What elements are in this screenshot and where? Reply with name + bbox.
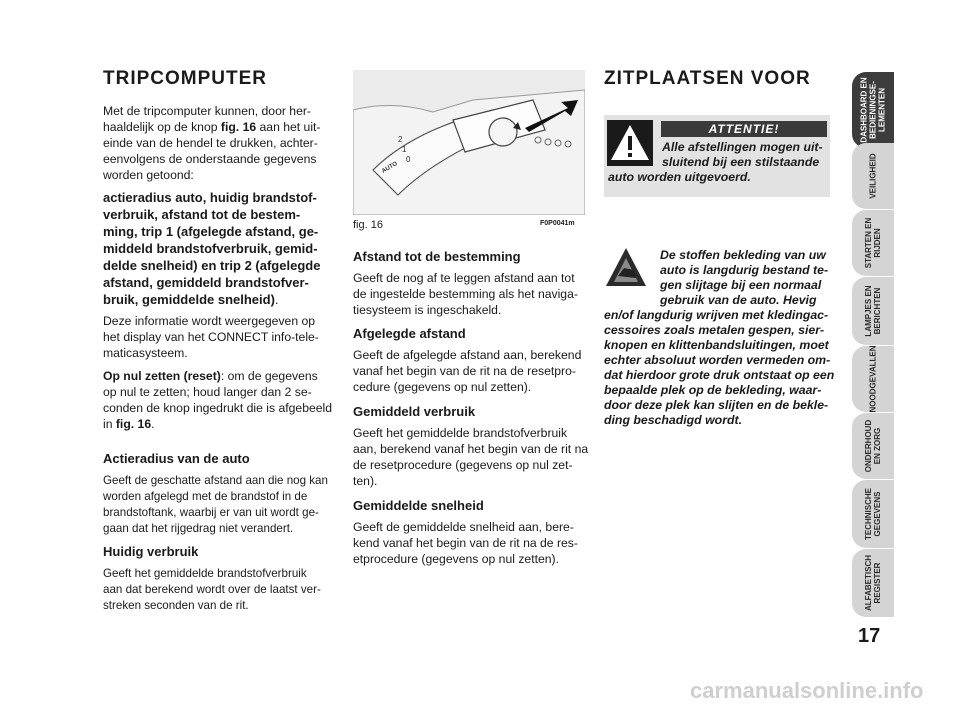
avg-consumption-title: Gemiddeld verbruik — [353, 404, 476, 419]
figure-code: F0P0041m — [540, 220, 575, 227]
lever-auto-text: AUTO — [381, 161, 399, 175]
tab-onderhoud[interactable]: ONDERHOUD EN ZORG — [852, 413, 894, 479]
watermark: carmanualsonline.info — [690, 678, 924, 703]
attention-line-2: sluitend bij een stilstaande — [662, 155, 820, 169]
destination-title: Afstand tot de bestemming — [353, 249, 521, 264]
lever-number-1: 1 — [402, 145, 407, 154]
front-seats-title: ZITPLAATSEN VOOR — [604, 68, 811, 89]
tab-dashboard[interactable]: DASHBOARD EN BEDIENINGSE- LEMENTEN — [852, 72, 894, 148]
steering-lever-figure — [353, 70, 585, 215]
tab-alfabetisch-register[interactable]: ALFABETISCH REGISTER — [852, 549, 894, 617]
attention-line-1: Alle afstellingen mogen uit- — [662, 140, 823, 154]
attention-label: ATTENTIE! — [661, 121, 827, 137]
range-title: Actieradius van de auto — [103, 451, 250, 466]
tab-technische-gegevens[interactable]: TECHNISCHE GEGEVENS — [852, 480, 894, 548]
lever-number-0: 0 — [406, 155, 411, 164]
warning-triangle-icon — [607, 120, 653, 166]
distance-title: Afgelegde afstand — [353, 326, 466, 341]
consumption-title: Huidig verbruik — [103, 544, 199, 559]
tab-noodgevallen[interactable]: NOODGEVALLEN — [852, 346, 894, 412]
lever-number-2: 2 — [398, 135, 403, 144]
attention-line-3: auto worden uitgevoerd. — [608, 170, 751, 184]
avg-speed-title: Gemiddelde snelheid — [353, 498, 484, 513]
tab-starten-rijden[interactable]: STARTEN EN RIJDEN — [852, 210, 894, 276]
steering-lever-illustration — [353, 70, 585, 215]
attention-box — [604, 115, 830, 197]
tab-lampjes-berichten[interactable]: LAMPJES EN BERICHTEN — [852, 277, 894, 345]
page-number: 17 — [858, 625, 881, 647]
environment-seat-icon — [604, 246, 648, 290]
tripcomputer-title: TRIPCOMPUTER — [103, 68, 267, 89]
figure-caption: fig. 16 — [353, 219, 383, 231]
tab-veiligheid[interactable]: VEILIGHEID — [852, 143, 894, 209]
